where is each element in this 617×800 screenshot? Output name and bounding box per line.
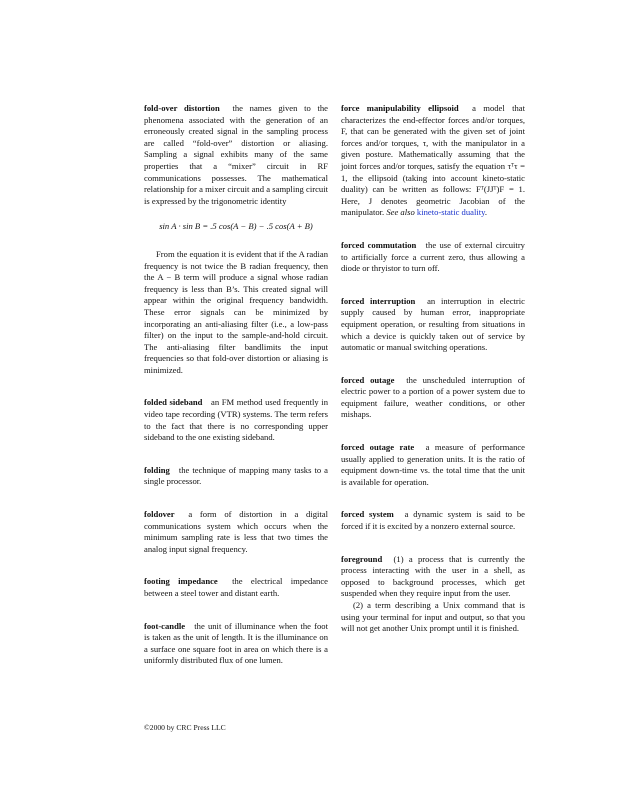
entry-definition: (1) a process that is currently the process interacting with the user in a shell, as opposed to background processes, which get suspended when they require input from the user. — [341, 553, 525, 599]
entry-term: forced outage — [341, 374, 395, 385]
entry-definition: the unit of illuminance when the foot is taken as the unit of length. It is the illuminance on a surface one square foot in area on which there is a uniformly distributed flux of one lumen. — [144, 620, 328, 666]
entry-definition: an interruption in electric supply caused by human error, inappropriate equipment operation, or resulting from situations in which a device is quickly taken out of service by automatic or manual switching operations. — [341, 295, 525, 353]
entry-term: force manipulability ellipsoid — [341, 103, 459, 113]
entry-paragraph: (2) a term describing a Unix command that is using your terminal for input and output, so that you will not get another Unix prompt until it is finished. — [341, 600, 525, 634]
entry-term: foldover — [144, 509, 175, 520]
left-column — [144, 103, 328, 688]
entry-folding — [144, 465, 328, 488]
entry-definition: the unscheduled interruption of electric power to a portion of a power system due to equipment failure, weather conditions, or other mishaps. — [341, 374, 525, 420]
entry-definition: the names given to the phenomena associated with the generation of an erroneously created signal in the sampling process are called “fold-over” distortion or aliasing. Sampling a signal exhibits many of the same properties that a “mixer” circuit in RF communications possesses. The mathematical relationship for a mixer circuit and a sampling circuit is expressed by the trigonometric identity — [144, 103, 328, 206]
entry-footing-impedance — [144, 576, 328, 599]
entry-end-punct: . — [484, 207, 488, 218]
entry-foot-candle — [144, 621, 328, 667]
copyright-footer: ©2000 by CRC Press LLC — [144, 723, 226, 732]
entry-foldover — [144, 509, 328, 555]
entry-definition: the use of external circuitry to artificially force a current zero, thus allowing a diode or thryistor to turn off. — [341, 239, 525, 274]
entry-term: foreground — [341, 553, 383, 564]
entry-foreground — [341, 554, 525, 635]
entry-paragraph: From the equation it is evident that if the A radian frequency is not twice the B radian frequency, then the A − B term will produce a signal whose radian frequency is less than B’s. This created signal will appear within the original frequency bandwidth. These error signals can be minimized by incorporating an anti-aliasing filter (i.e., a low-pass filter) on the input to the sample-and-hold circuit. The anti-aliasing filter bandlimits the input frequencies so that fold-over distortion or aliasing is minimized. — [144, 248, 328, 375]
entry-definition: an FM method used frequently in video tape recording (VTR) systems. The term refers to the fact that there is no corresponding upper sideband to the one existing sideband. — [144, 397, 328, 443]
entry-folded-sideband — [144, 397, 328, 443]
trig-identity-equation: sin A · sin B = .5 cos(A − B) − .5 cos(A + B) — [159, 221, 313, 232]
entry-term: fold-over distortion — [144, 103, 220, 113]
entry-term: footing impedance — [144, 576, 218, 587]
entry-fold-over-distortion — [144, 103, 328, 376]
entry-definition: a form of distortion in a digital communications system which occurs when the minimum sampling rate is less that two times the analog input signal frequency. — [144, 509, 328, 554]
entry-forced-outage-rate — [341, 442, 525, 488]
entry-forced-system — [341, 509, 525, 532]
entry-term: foot-candle — [144, 620, 186, 631]
entry-forced-interruption — [341, 296, 525, 354]
see-also-label: See also — [386, 207, 415, 218]
entry-term: forced commutation — [341, 239, 417, 250]
entry-forced-outage — [341, 375, 525, 421]
entry-term: forced interruption — [341, 295, 416, 306]
entry-term: folding — [144, 464, 170, 475]
entry-term: forced outage rate — [341, 442, 415, 453]
entry-definition: a dynamic system is said to be forced if it is excited by a nonzero external source. — [341, 509, 526, 532]
entry-forced-commutation — [341, 240, 525, 275]
kineto-static-duality-link[interactable]: kineto-static duality — [416, 207, 485, 218]
entry-definition: a model that characterizes the end-effector forces and/or torques, F, that can be generated with the given set of joint forces and/or torques, τ, with the manipulator in a given posture. Mathematically assuming that the joint forces and/or torques, satisfy the equation τᵀτ = 1, the ellipsoid (taking into account kineto-static duality) can be written as follows: Fᵀ(JJᵀ)F = 1. Here, J denotes geometric Jacobian of the manipulator. — [341, 103, 526, 218]
entry-definition: a measure of performance usually applied to generation units. It is the ratio of equipment down-time vs. the total time that the unit is available for operation. — [341, 442, 525, 487]
entry-definition: the electrical impedance between a steel tower and distant earth. — [144, 576, 328, 598]
entry-force-manipulability-ellipsoid — [341, 103, 525, 219]
entry-term: folded sideband — [144, 397, 203, 408]
entry-definition: the technique of mapping many tasks to a single processor. — [144, 464, 328, 487]
entry-term: forced system — [341, 509, 394, 520]
right-column — [341, 103, 525, 656]
